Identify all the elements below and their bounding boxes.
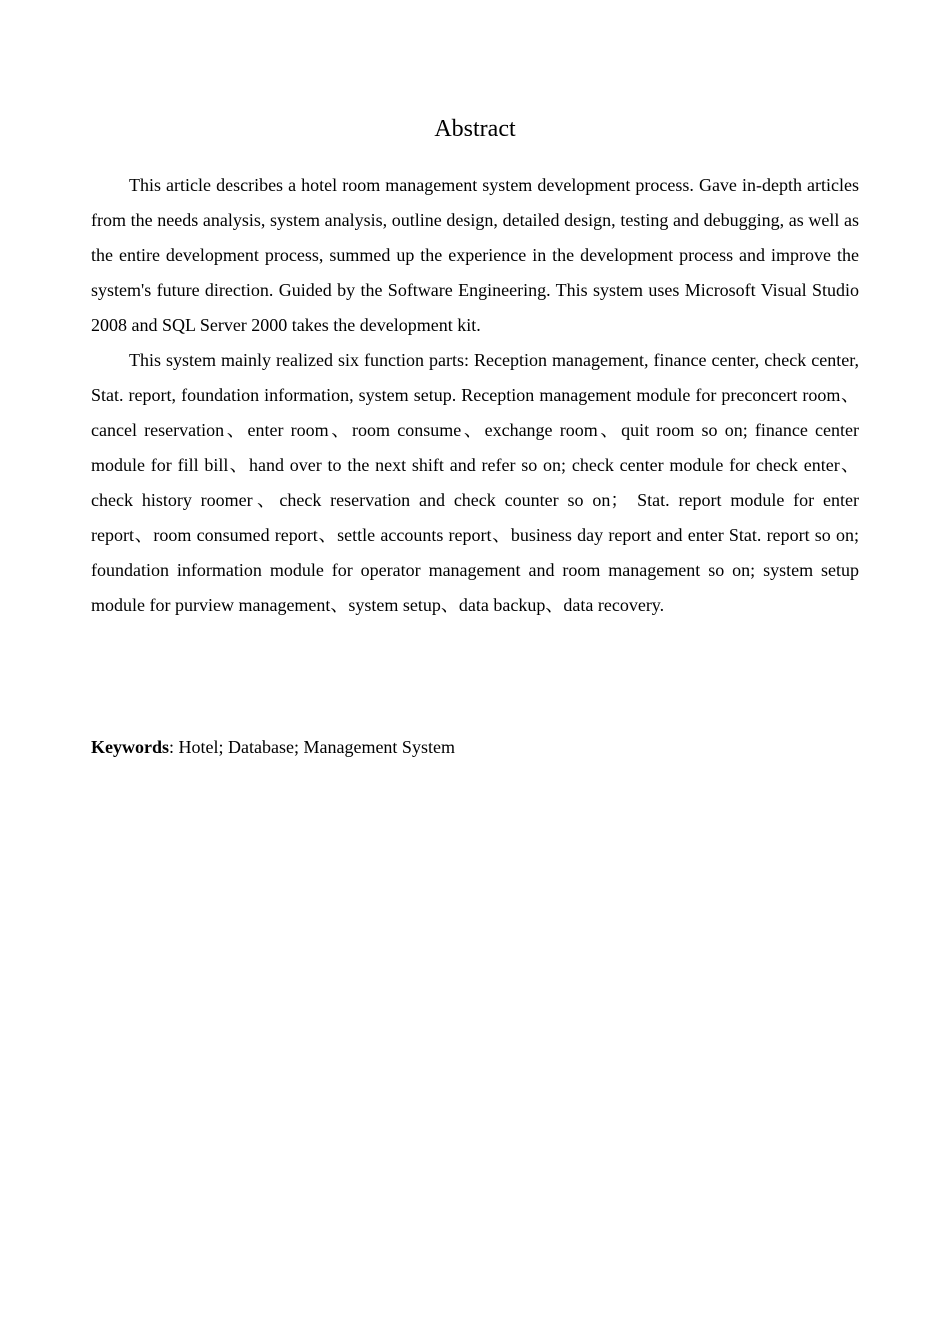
keywords-line — [91, 730, 859, 765]
keywords-separator: : — [169, 737, 175, 757]
keywords-value: Hotel; Database; Management System — [174, 737, 455, 757]
abstract-title: Abstract — [434, 116, 516, 142]
abstract-paragraph-2: This system mainly realized six function parts: Reception management, finance center, check center, Stat. report, foundation information, system setup. Reception management module for preconcert room、cancel reservation、enter room、room consume、exchange room、quit room so on; finance center module for fill bill、hand over to the next shift and refer so on; check center module for check enter、check history roomer、check reservation and check counter so on； Stat. report module for enter report、room consumed report、settle accounts report、business day report and enter Stat. report so on; foundation information module for operator management and room management so on; system setup module for purview management、system setup、data backup、data recovery. — [91, 350, 859, 615]
abstract-body — [91, 168, 859, 623]
keywords-label: Keywords — [91, 737, 169, 757]
abstract-paragraph-1: This article describes a hotel room management system development process. Gave in-depth articles from the needs analysis, system analysis, outline design, detailed design, testing and debugging, as well as the entire development process, summed up the experience in the development process and improve the system's future direction. Guided by the Software Engineering. This system uses Microsoft Visual Studio 2008 and SQL Server 2000 takes the development kit. — [91, 175, 859, 335]
